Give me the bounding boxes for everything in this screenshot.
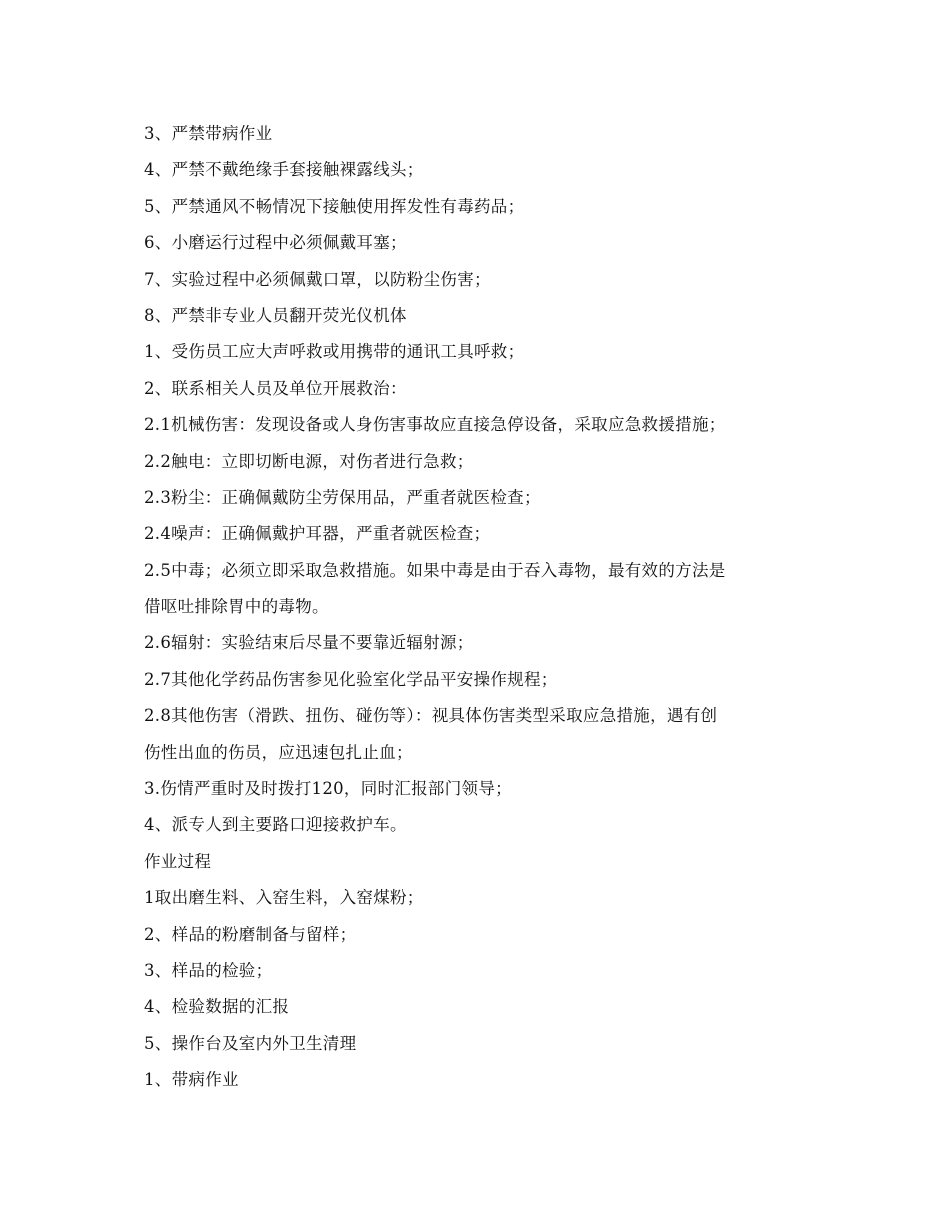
document-body	[144, 116, 804, 1099]
text-line: 1、受伤员工应大声呼救或用携带的通讯工具呼救；	[144, 342, 525, 362]
text-line: 2、联系相关人员及单位开展救治：	[144, 378, 407, 398]
text-line: 2.4噪声：正确佩戴护耳器，严重者就医检查；	[144, 524, 491, 544]
text-line: 2.1机械伤害：发现设备或人身伤害事故应直接急停设备，采取应急救援措施；	[144, 415, 726, 435]
text-line: 4、检验数据的汇报	[144, 997, 290, 1017]
text-line: 2、样品的粉磨制备与留样；	[144, 924, 357, 944]
text-line: 3.伤情严重时及时拨打120，同时汇报部门领导；	[144, 779, 512, 799]
text-line: 2.6辐射：实验结束后尽量不要靠近辐射源；	[144, 633, 474, 653]
section-heading: 作业过程	[144, 851, 212, 871]
text-line: 2.5中毒；必须立即采取急救措施。如果中毒是由于吞入毒物，最有效的方法是	[144, 560, 726, 580]
text-line: 3、样品的检验；	[144, 960, 273, 980]
text-line: 4、严禁不戴绝缘手套接触裸露线头；	[144, 160, 424, 180]
text-line: 5、操作台及室内外卫生清理	[144, 1033, 357, 1053]
text-line: 4、派专人到主要路口迎接救护车。	[144, 815, 407, 835]
text-line: 伤性出血的伤员，应迅速包扎止血；	[144, 742, 413, 762]
text-line: 3、严禁带病作业	[144, 124, 273, 143]
text-line: 7、实验过程中必须佩戴口罩，以防粉尘伤害；	[144, 269, 491, 289]
text-line: 1取出磨生料、入窑生料，入窑煤粉；	[144, 888, 424, 908]
text-line: 2.8其他伤害（滑跌、扭伤、碰伤等）：视具体伤害类型采取应急措施，遇有创	[144, 706, 718, 726]
text-line: 1、带病作业	[144, 1070, 239, 1090]
text-line: 2.7其他化学药品伤害参见化验室化学品平安操作规程；	[144, 669, 558, 689]
text-line: 5、严禁通风不畅情况下接触使用挥发性有毒药品；	[144, 196, 525, 216]
text-line: 6、小磨运行过程中必须佩戴耳塞；	[144, 233, 407, 253]
text-line: 8、严禁非专业人员翻开荧光仪机体	[144, 305, 407, 325]
text-line: 2.2触电：立即切断电源，对伤者进行急救；	[144, 451, 474, 471]
text-line: 2.3粉尘：正确佩戴防尘劳保用品，严重者就医检查；	[144, 487, 541, 507]
text-line: 借呕吐排除胃中的毒物。	[144, 597, 329, 617]
